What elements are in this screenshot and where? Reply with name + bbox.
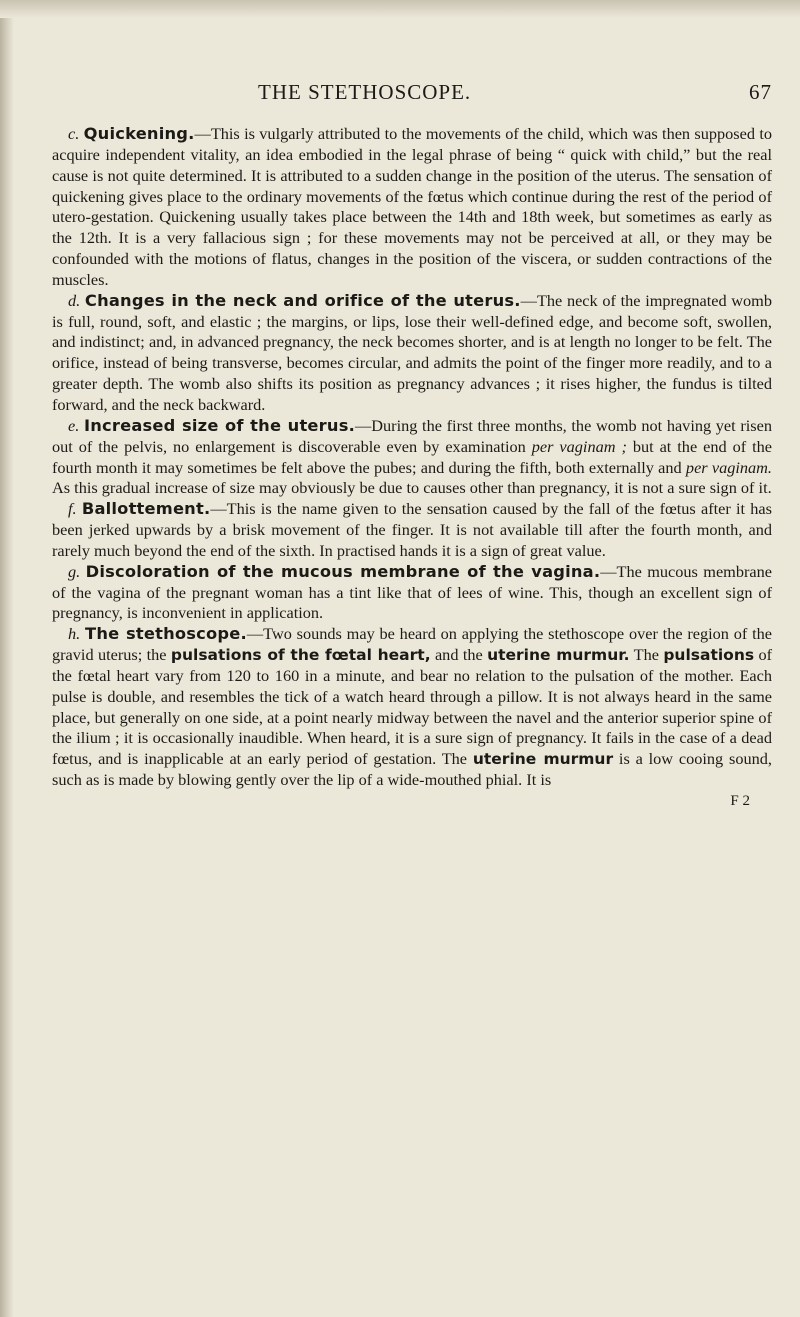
paragraph-text: —The neck of the impregnated womb is full, round, soft, and elastic ; the margins, or lips, lose their well-defined edge, and become soft, swollen, and indistinct; and, in advanced pregnancy, the neck becomes shorter, and is at length no longer to be felt. The orifice, instead of being transverse, becomes circular, and admits the point of the finger more readily, and to a greater depth. The womb also shifts its position as pregnancy advances ; it rises higher, the fundus is tilted forward, and the neck backward. [52,290,772,414]
italic-term: per vaginam. [685,457,772,477]
section-letter: e. [68,415,80,435]
bold-term: pulsations [663,646,755,665]
section-letter: c. [68,124,80,143]
paragraph-text: and the [430,645,488,665]
paragraph-neck-orifice [52,291,772,416]
paragraph-text: —Two sounds may be heard on applying the stethoscope over the region of the gravid uterus; the [52,624,773,665]
book-page [52,80,772,812]
page-number: 67 [749,80,772,104]
bold-term: uterine murmur. [487,646,630,665]
section-heading: Increased size of the uterus. [83,415,355,435]
running-head [52,80,772,110]
section-letter: h. [68,624,81,644]
paragraph-text: of the fœtal heart vary from 120 to 160 in a minute, and bear no relation to the pulsation of the mother. Each pulse is double, and resembles the tick of a watch heard through a pillow. It is not always heard in the same place, but generally on one side, at a point nearly midway between the navel and the anterior superior spine of the ilium ; it is occasionally inaudible. When heard, it is a sure sign of pregnancy. It fails in the case of a dead fœtus, and is inapplicable at an early period of gestation. The [52,645,773,769]
section-letter: g. [68,561,81,581]
bold-term: pulsations of the fœtal heart, [170,646,431,665]
section-letter: d. [68,290,81,310]
paragraph-text: —This is the name given to the sensation caused by the fall of the fœtus after it has been jerked upwards by a brisk movement of the finger. It is not available till after the fourth month, and rarely much beyond the end of the sixth. In practised hands it is a sign of great value. [52,499,772,560]
paragraph-text: —The mucous membrane of the vagina of the pregnant woman has a tint like that of lees of wine. This, though an excellent sign of pregnancy, is inconvenient in application. [52,561,772,623]
page-top-edge [0,0,800,18]
section-heading: Changes in the neck and orifice of the uterus. [84,290,521,310]
italic-term: per vaginam ; [531,436,627,456]
section-heading: Quickening. [83,124,195,143]
paragraph-quickening [52,124,772,291]
section-heading: Ballottement. [81,499,211,519]
body-text [52,124,772,812]
paragraph-text: —During the first three months, the womb not having yet risen out of the pelvis, no enlargement is discoverable even by examination [52,415,773,456]
paragraph-text: The [629,645,664,665]
page-binding-edge [0,0,14,1317]
paragraph-text: —This is vulgarly attributed to the movements of the child, which was then supposed to acquire independent vitality, an idea embodied in the legal phrase of being “ quick with child,” but the real cause is not quite determined. It is attributed to a sudden change in the position of the uterus. The sensation of quickening gives place to the ordinary movements of the fœtus which continue during the rest of the period of utero-gestation. Quickening usually takes place between the 14th and 18th week, but sometimes as early as the 12th. It is a very fallacious sign ; for these movements may not be perceived at all, or they may be confounded with the motions of flatus, changes in the position of the viscera, or sudden contractions of the muscles. [52,124,772,289]
section-heading: The stethoscope. [85,624,247,644]
paragraph-ballottement [52,499,772,562]
bold-term: uterine murmur [472,750,614,769]
paragraph-increased-size [52,416,772,499]
running-title: THE STETHOSCOPE. [258,80,472,104]
section-letter: f. [68,499,77,519]
paragraph-stethoscope [52,624,772,791]
paragraph-text: is a low cooing sound, such as is made by blowing gently over the lip of a wide-mouthed phial. It is [52,749,772,790]
signature-mark: F 2 [730,793,750,809]
section-heading: Discoloration of the mucous membrane of the vagina. [85,561,601,581]
paragraph-discoloration [52,562,772,625]
paragraph-text: As this gradual increase of size may obviously be due to causes other than pregnancy, it is not a sure sign of it. [52,478,772,498]
paragraph-text: but at the end of the fourth month it may sometimes be felt above the pubes; and during the fifth, both externally and [52,436,772,477]
